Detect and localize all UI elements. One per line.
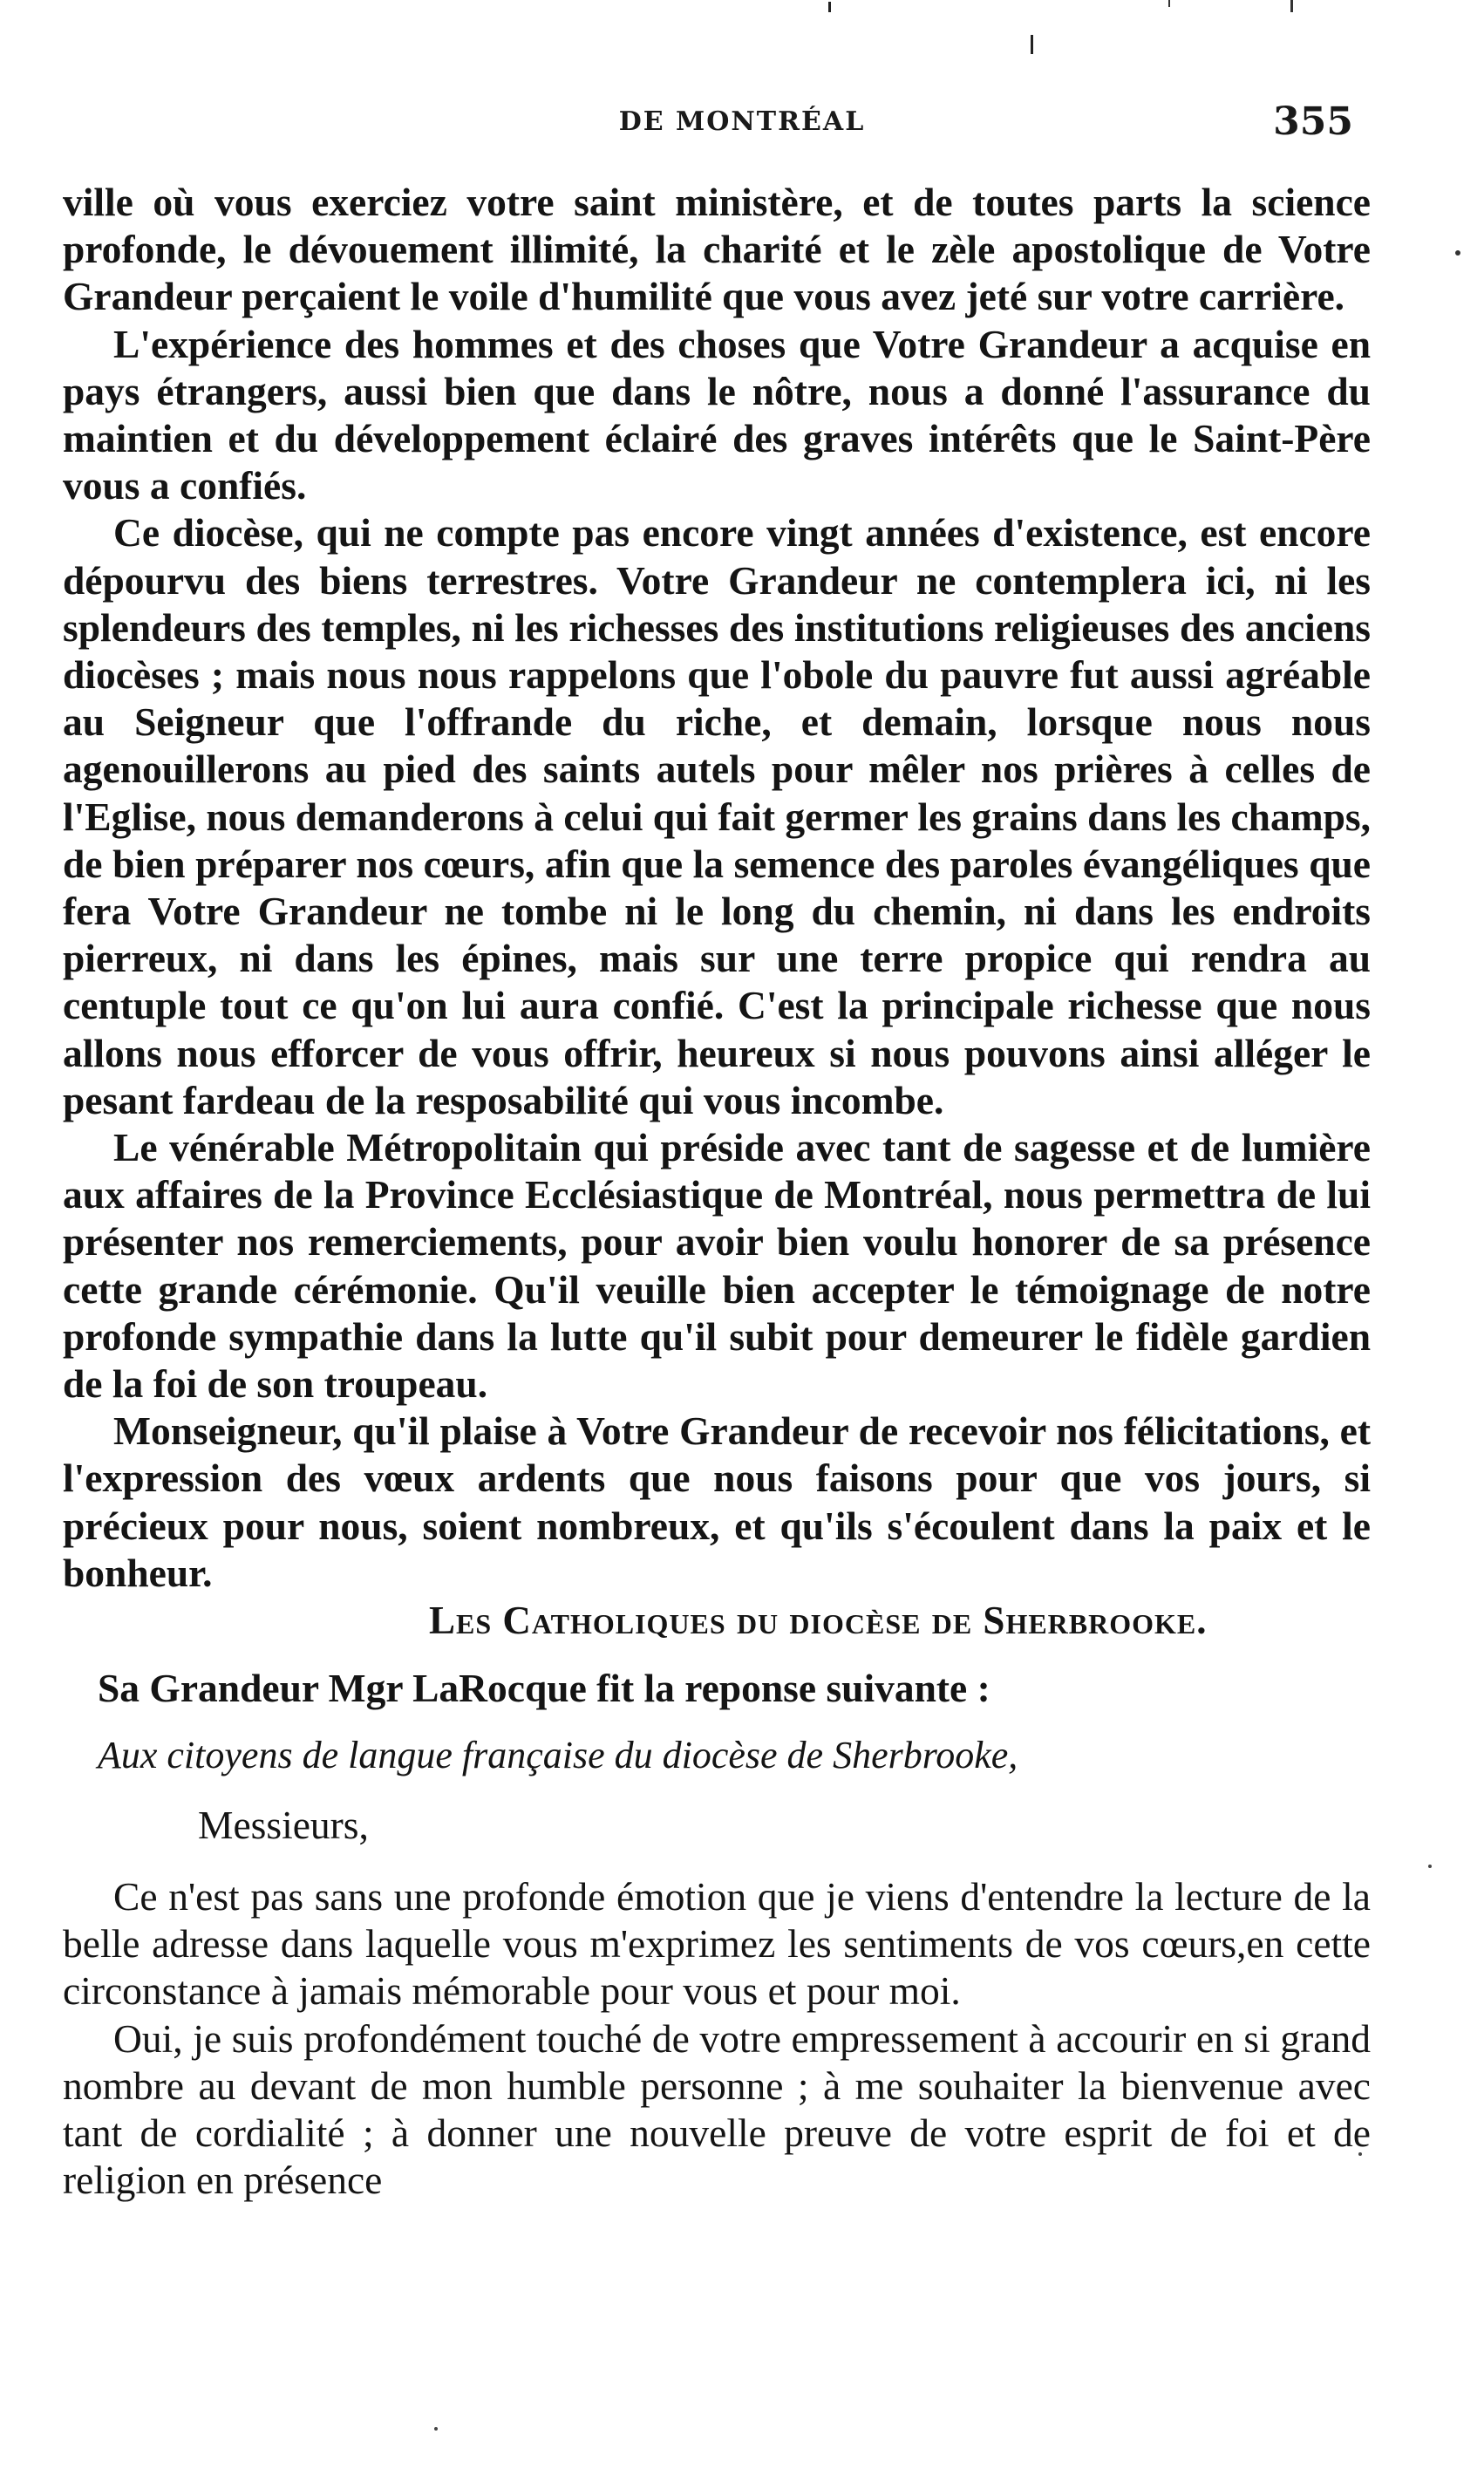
speck bbox=[1290, 0, 1293, 12]
address-line: Aux citoyens de langue française du diocèse de Sherbrooke, bbox=[98, 1733, 1018, 1776]
speck bbox=[1428, 1865, 1432, 1868]
intro-line: Sa Grandeur Mgr LaRocque fit la reponse suivante : bbox=[98, 1666, 990, 1711]
paragraph: ville où vous exerciez votre saint ministère, et de toutes parts la science profonde, le dévouement illimité, la charité et le zèle apostolique de Votre Grandeur perçaient le voile d'humilité que vous avez jeté sur votre carrière. bbox=[63, 180, 1371, 319]
page-text bbox=[63, 179, 1371, 2204]
speck bbox=[1031, 35, 1033, 54]
salutation: Messieurs, bbox=[198, 1802, 369, 1847]
speck bbox=[1455, 250, 1460, 256]
page-header bbox=[0, 99, 1484, 164]
signature: Les Catholiques du diocèse de Sherbrooke. bbox=[429, 1599, 1208, 1643]
running-head: DE MONTRÉAL bbox=[618, 106, 866, 137]
reply-paragraph: Ce n'est pas sans une profonde émotion que je viens d'entendre la lecture de la belle adresse dans laquelle vous m'exprimez les sentiments de vos cœurs,en cette circonstance à jamais mémorable pour vous et pour moi. bbox=[63, 1873, 1371, 2014]
paragraph: L'expérience des hommes et des choses que Votre Grandeur a acquise en pays étrangers, aussi bien que dans le nôtre, nous a donné l'assurance du maintien et du développement éclairé des graves intérêts que le Saint-Père vous a confiés. bbox=[63, 321, 1371, 508]
speck bbox=[434, 2427, 438, 2431]
reply-paragraph: Oui, je suis profondément touché de votre empressement à accourir en si grand nombre au devant de mon humble personne ; à me souhaiter la bienvenue avec tant de cordialité ; à donner une nouvelle preuve de votre esprit de foi et de religion en présence bbox=[63, 2015, 1371, 2203]
paragraph: Ce diocèse, qui ne compte pas encore vingt années d'existence, est encore dépourvu des biens terrestres. Votre Grandeur ne contemplera ici, ni les splendeurs des temples, ni les richesses des institutions religieuses des anciens diocèses ; mais nous nous rappelons que l'obole du pauvre fut aussi agréable au Seigneur que l'offrande du riche, et demain, lorsque nous nous agenouillerons au pied des saints autels pour mêler nos prières à celles de l'Eglise, nous demanderons à celui qui fait germer les grains dans les champs, de bien préparer nos cœurs, afin que la semence des paroles évangéliques que fera Votre Grandeur ne tombe ni le long du chemin, ni dans les endroits pierreux, ni dans les épines, mais sur une terre propice qui rendra au centuple tout ce qu'on lui aura confié. C'est la principale richesse que nous allons nous efforcer de vous offrir, heureux si nous pouvons ainsi alléger le pesant fardeau de la resposabilité qui vous incombe. bbox=[63, 510, 1371, 1122]
speck bbox=[828, 2, 831, 12]
page-number: 355 bbox=[1273, 99, 1353, 144]
paragraph: Monseigneur, qu'il plaise à Votre Grandeur de recevoir nos félicitations, et l'expression des vœux ardents que nous faisons pour que vos jours, si précieux pour nous, soient nombreux, et qu'ils s'écoulent dans la paix et le bonheur. bbox=[63, 1408, 1371, 1595]
speck bbox=[1168, 0, 1170, 7]
paragraph: Le vénérable Métropolitain qui préside avec tant de sagesse et de lumière aux affaires de la Province Ecclésiastique de Montréal, nous permettra de lui présenter nos remerciements, pour avoir bien voulu honorer de sa présence cette grande cérémonie. Qu'il veuille bien accepter le témoignage de notre profonde sympathie dans la lutte qu'il subit pour demeurer le fidèle gardien de la foi de son troupeau. bbox=[63, 1125, 1371, 1407]
